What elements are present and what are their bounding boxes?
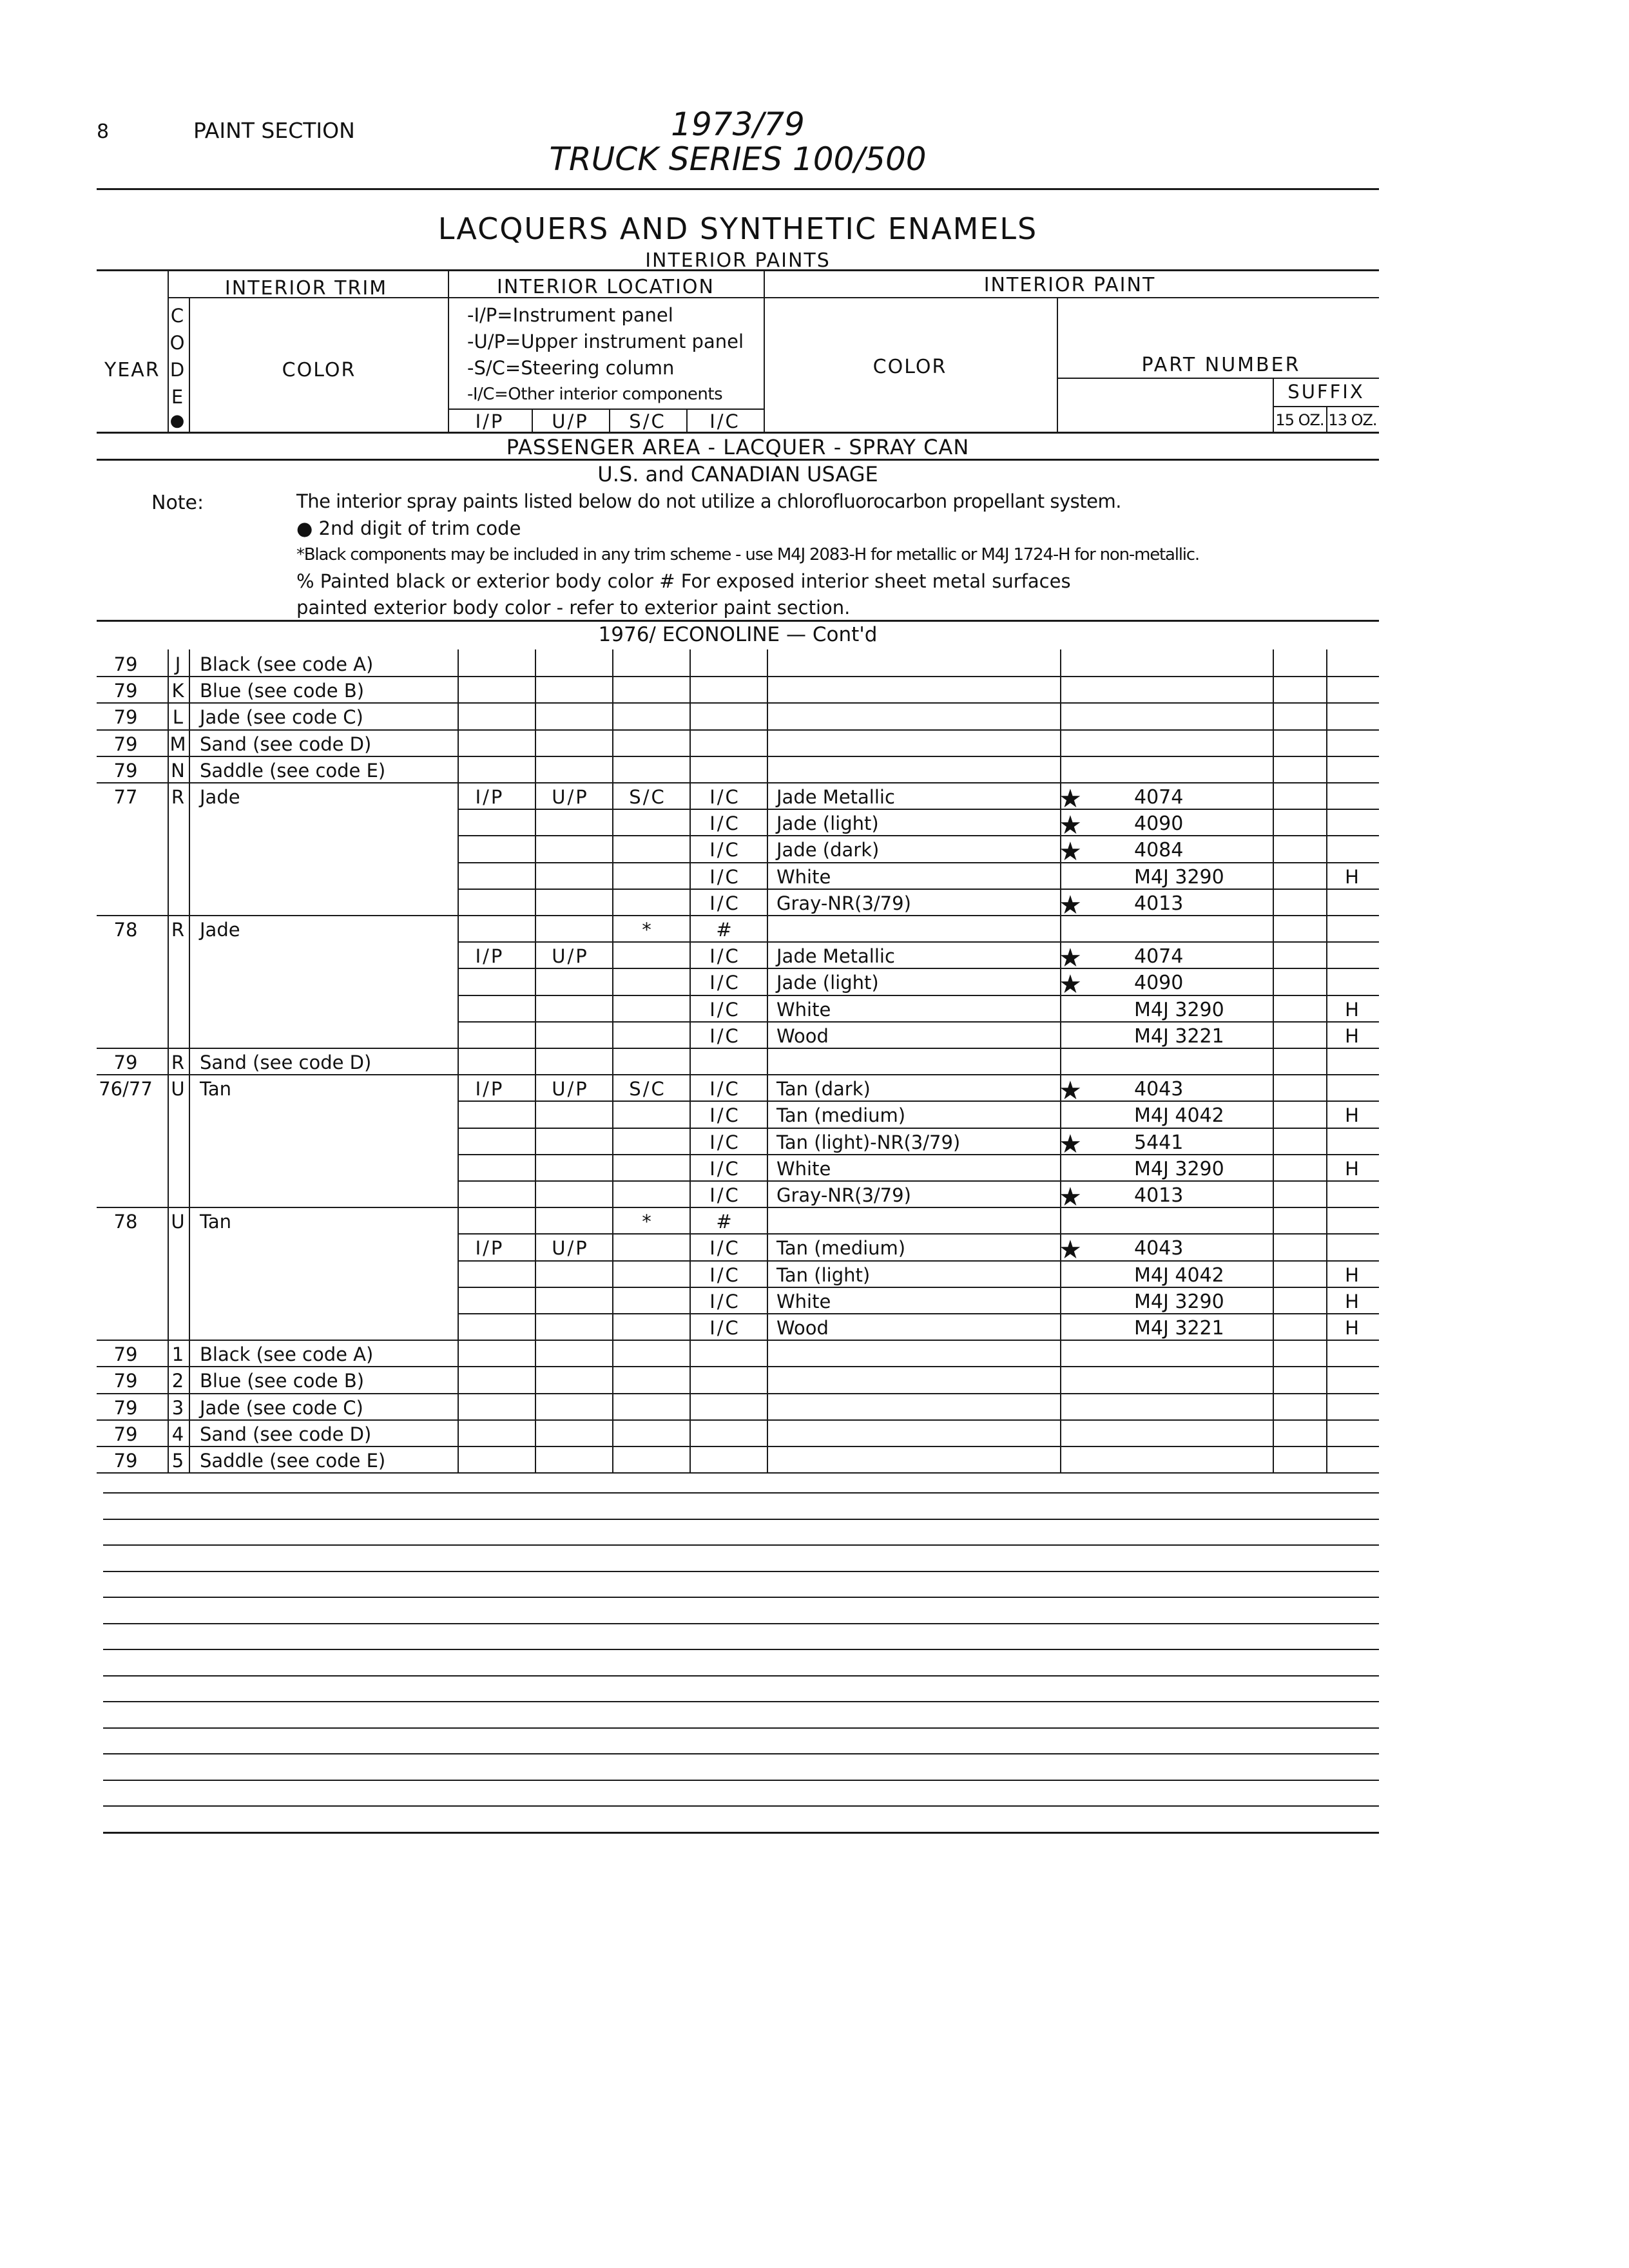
row-rule xyxy=(97,1393,1379,1394)
code-letter: E xyxy=(171,386,184,408)
star-icon: ★ xyxy=(1059,1129,1082,1159)
row-rule xyxy=(97,1340,1379,1341)
row-code: N xyxy=(171,759,185,782)
row-trim-color: Sand (see code D) xyxy=(200,1423,372,1445)
row-suffix-13oz: H xyxy=(1345,1157,1359,1180)
row-paint-color: Jade Metallic xyxy=(776,945,895,968)
location-legend-sc: -S/C=Steering column xyxy=(467,357,675,379)
blank-line xyxy=(103,1675,1379,1677)
code-letter: C xyxy=(170,305,184,327)
row-part-number: M4J 3290 xyxy=(1134,1157,1224,1180)
suffix-13oz: 13 OZ. xyxy=(1328,411,1377,429)
row-rule xyxy=(458,1260,1379,1262)
code-col-right-rule xyxy=(189,297,190,432)
row-location-up: U/P xyxy=(552,1078,589,1100)
note-line: ● 2nd digit of trim code xyxy=(296,517,521,539)
interior-location-heading: INTERIOR LOCATION xyxy=(497,276,715,298)
row-paint-color: White xyxy=(776,998,831,1021)
blank-line xyxy=(103,1649,1379,1650)
row-year: 79 xyxy=(113,653,138,675)
location-legend-ip: -I/P=Instrument panel xyxy=(467,304,673,326)
row-rule xyxy=(97,1207,1379,1208)
row-paint-color: Tan (light)-NR(3/79) xyxy=(776,1131,961,1153)
row-location-up: U/P xyxy=(552,1237,589,1260)
row-paint-color: Tan (medium) xyxy=(776,1104,906,1127)
row-part-number: 4043 xyxy=(1134,1078,1184,1101)
blank-line xyxy=(103,1623,1379,1624)
group-heading: 1976/ ECONOLINE — Cont'd xyxy=(598,623,878,646)
row-paint-color: Jade (light) xyxy=(776,812,879,835)
blank-line xyxy=(103,1780,1379,1781)
row-trim-color: Black (see code A) xyxy=(200,1343,374,1366)
row-rule xyxy=(97,1472,1379,1474)
suffix-mid-rule xyxy=(1326,406,1327,432)
row-part-number: 4090 xyxy=(1134,972,1184,995)
row-paint-color: Tan (dark) xyxy=(776,1078,871,1100)
row-rule xyxy=(97,1048,1379,1049)
row-suffix-13oz: H xyxy=(1345,1290,1359,1312)
table-column-rule xyxy=(458,649,459,1472)
table-column-rule xyxy=(689,649,691,1472)
table-column-rule xyxy=(612,649,613,1472)
header-sub-rule-right xyxy=(764,297,1379,298)
blank-line xyxy=(103,1544,1379,1546)
star-icon: ★ xyxy=(1059,837,1082,867)
blank-line xyxy=(103,1492,1379,1494)
row-part-number: 4013 xyxy=(1134,1184,1184,1207)
row-trim-color: Tan xyxy=(200,1078,232,1100)
row-trim-color: Jade xyxy=(200,786,240,808)
note-line: % Painted black or exterior body color # For exposed interior sheet metal surfaces xyxy=(296,570,1071,592)
year-heading: YEAR xyxy=(104,359,160,381)
row-paint-color: Tan (light) xyxy=(776,1264,871,1286)
blank-line xyxy=(103,1727,1379,1729)
row-suffix-13oz: H xyxy=(1345,865,1359,888)
row-trim-color: Sand (see code D) xyxy=(200,1052,372,1073)
row-paint-color: Jade (dark) xyxy=(776,839,880,861)
location-legend-ic: -I/C=Other interior components xyxy=(467,385,723,404)
header-rule xyxy=(97,188,1379,190)
star-icon: ★ xyxy=(1059,784,1082,814)
star-icon: ★ xyxy=(1059,1235,1082,1265)
area-banner-rule xyxy=(97,459,1379,461)
row-year: 78 xyxy=(113,1211,138,1233)
row-rule xyxy=(458,1313,1379,1314)
row-trim-color: Saddle (see code E) xyxy=(200,759,386,782)
row-rule xyxy=(458,1287,1379,1288)
star-icon: ★ xyxy=(1059,943,1082,974)
row-year: 77 xyxy=(113,786,138,808)
row-code: 5 xyxy=(171,1450,184,1472)
header-years: 1973/79 xyxy=(671,106,805,143)
row-paint-color: Wood xyxy=(776,1317,829,1339)
row-year: 79 xyxy=(113,1396,138,1419)
row-part-number: 4043 xyxy=(1134,1237,1184,1260)
row-rule xyxy=(97,756,1379,757)
row-rule xyxy=(97,1446,1379,1447)
row-year: 79 xyxy=(113,733,138,755)
row-paint-color: White xyxy=(776,865,831,888)
star-icon: ★ xyxy=(1059,1076,1082,1106)
note-line: *Black components may be included in any trim scheme - use M4J 2083-H for metallic or M4J 1724-H for non-metallic. xyxy=(296,545,1199,564)
row-rule xyxy=(458,1233,1379,1235)
page-subtitle: INTERIOR PAINTS xyxy=(645,249,831,272)
row-paint-color: Wood xyxy=(776,1024,829,1047)
row-location-ic: I/C xyxy=(709,1104,740,1127)
blank-line xyxy=(103,1597,1379,1598)
row-location-ip: I/P xyxy=(475,1078,505,1100)
row-location-ic: I/C xyxy=(709,786,740,808)
note-line: The interior spray paints listed below do not utilize a chlorofluorocarbon propellant system. xyxy=(296,490,1121,512)
row-location-up: U/P xyxy=(552,786,589,808)
row-code: U xyxy=(171,1211,185,1233)
row-location-ic: I/C xyxy=(709,998,740,1021)
paint-color-right-rule xyxy=(1057,297,1058,432)
row-rule xyxy=(458,889,1379,890)
row-rule xyxy=(97,1074,1379,1075)
row-rule xyxy=(458,995,1379,996)
blank-line xyxy=(103,1701,1379,1702)
row-location-ic: I/C xyxy=(709,839,740,861)
interior-trim-heading: INTERIOR TRIM xyxy=(224,277,388,300)
table-column-rule xyxy=(168,649,169,1472)
row-rule xyxy=(458,941,1379,943)
row-part-number: M4J 3290 xyxy=(1134,865,1224,889)
row-trim-color: Sand (see code D) xyxy=(200,733,372,755)
location-codes-rule xyxy=(448,408,764,410)
suffix-left-rule xyxy=(1273,378,1274,432)
row-rule xyxy=(458,809,1379,810)
row-code: 2 xyxy=(171,1370,184,1392)
note-label: Note: xyxy=(151,492,204,514)
row-rule xyxy=(97,782,1379,783)
row-rule xyxy=(458,1100,1379,1102)
row-location-ip: I/P xyxy=(475,945,505,968)
row-location-sc: * xyxy=(642,919,653,941)
row-rule xyxy=(458,1154,1379,1155)
table-column-rule xyxy=(1326,649,1327,1472)
row-code: R xyxy=(171,919,185,941)
usage-banner: U.S. and CANADIAN USAGE xyxy=(597,462,878,486)
row-location-ic: I/C xyxy=(709,1157,740,1180)
row-rule xyxy=(458,1021,1379,1023)
row-part-number: 4013 xyxy=(1134,892,1184,915)
code-col-left-rule xyxy=(168,271,169,432)
row-year: 79 xyxy=(113,680,138,702)
sc-col-rule xyxy=(609,408,610,432)
row-code: J xyxy=(175,653,181,675)
interior-paint-heading: INTERIOR PAINT xyxy=(983,274,1156,296)
row-location-ic: I/C xyxy=(709,1317,740,1339)
row-location-ic: I/C xyxy=(709,1290,740,1312)
row-suffix-13oz: H xyxy=(1345,1264,1359,1286)
code-letter: O xyxy=(169,332,185,354)
row-trim-color: Blue (see code B) xyxy=(200,1370,365,1392)
row-rule xyxy=(97,702,1379,704)
row-paint-color: Gray-NR(3/79) xyxy=(776,892,911,914)
row-paint-color: Jade Metallic xyxy=(776,786,895,808)
row-trim-color: Saddle (see code E) xyxy=(200,1450,386,1472)
row-year: 79 xyxy=(113,1423,138,1445)
row-suffix-13oz: H xyxy=(1345,1024,1359,1047)
row-location-ic: # xyxy=(716,919,734,941)
row-part-number: M4J 3290 xyxy=(1134,998,1224,1021)
star-icon: ★ xyxy=(1059,811,1082,841)
row-location-ic: I/C xyxy=(709,865,740,888)
row-location-ic: I/C xyxy=(709,1237,740,1260)
row-paint-color: Jade (light) xyxy=(776,972,879,994)
row-rule xyxy=(97,1419,1379,1421)
row-part-number: M4J 4042 xyxy=(1134,1104,1224,1128)
row-part-number: M4J 4042 xyxy=(1134,1264,1224,1287)
notes-bottom-rule xyxy=(97,620,1379,622)
location-code-ip: I/P xyxy=(475,410,505,432)
row-part-number: 4090 xyxy=(1134,812,1184,836)
row-rule xyxy=(97,676,1379,677)
row-rule xyxy=(458,835,1379,836)
location-legend-up: -U/P=Upper instrument panel xyxy=(467,331,744,352)
row-part-number: 4074 xyxy=(1134,786,1184,809)
part-number-heading: PART NUMBER xyxy=(1141,354,1301,376)
location-code-up: U/P xyxy=(552,410,589,432)
row-code: 3 xyxy=(171,1396,184,1419)
row-part-number: M4J 3290 xyxy=(1134,1290,1224,1313)
suffix-15oz: 15 OZ. xyxy=(1275,411,1324,429)
up-col-rule xyxy=(532,408,533,432)
row-rule xyxy=(97,729,1379,731)
row-location-ic: # xyxy=(716,1211,734,1233)
row-code: 4 xyxy=(171,1423,184,1445)
header-top-rule xyxy=(97,269,1379,271)
part-number-rule xyxy=(1057,378,1379,379)
row-trim-color: Black (see code A) xyxy=(200,653,374,675)
ic-col-rule xyxy=(686,408,688,432)
row-suffix-13oz: H xyxy=(1345,1317,1359,1339)
row-code: U xyxy=(171,1078,185,1100)
row-year: 79 xyxy=(113,706,138,729)
location-col-right-rule xyxy=(764,271,765,432)
row-trim-color: Tan xyxy=(200,1211,232,1233)
row-year: 79 xyxy=(113,1450,138,1472)
location-code-ic: I/C xyxy=(709,410,740,432)
row-part-number: 5441 xyxy=(1134,1131,1184,1154)
row-part-number: M4J 3221 xyxy=(1134,1317,1224,1340)
row-code: L xyxy=(172,706,184,729)
row-location-sc: S/C xyxy=(629,786,666,808)
star-icon: ★ xyxy=(1059,1182,1082,1212)
row-location-ic: I/C xyxy=(709,812,740,835)
paint-color-heading: COLOR xyxy=(872,356,947,378)
row-location-sc: * xyxy=(642,1211,653,1233)
row-paint-color: White xyxy=(776,1290,831,1312)
trim-col-right-rule xyxy=(448,271,449,432)
header-series: TRUCK SERIES 100/500 xyxy=(549,140,927,178)
row-location-sc: S/C xyxy=(629,1078,666,1100)
table-column-rule xyxy=(535,649,536,1472)
row-location-ic: I/C xyxy=(709,945,740,968)
row-trim-color: Jade (see code C) xyxy=(200,706,363,729)
row-suffix-13oz: H xyxy=(1345,998,1359,1021)
page-number: 8 xyxy=(97,120,110,143)
row-suffix-13oz: H xyxy=(1345,1104,1359,1127)
trim-color-heading: COLOR xyxy=(282,359,356,381)
suffix-heading: SUFFIX xyxy=(1287,381,1365,403)
location-code-sc: S/C xyxy=(629,410,666,432)
row-part-number: M4J 3221 xyxy=(1134,1024,1224,1048)
star-icon: ★ xyxy=(1059,890,1082,920)
note-line: painted exterior body color - refer to exterior paint section. xyxy=(296,597,851,619)
row-location-ic: I/C xyxy=(709,1184,740,1206)
row-rule xyxy=(458,862,1379,863)
row-location-ip: I/P xyxy=(475,1237,505,1260)
table-column-rule xyxy=(1060,649,1061,1472)
row-code: K xyxy=(171,680,184,702)
row-year: 79 xyxy=(113,1052,138,1073)
section-label: PAINT SECTION xyxy=(193,118,355,143)
blank-line xyxy=(103,1753,1379,1754)
page-title: LACQUERS AND SYNTHETIC ENAMELS xyxy=(438,211,1038,246)
blank-line xyxy=(103,1519,1379,1520)
row-location-ic: I/C xyxy=(709,1264,740,1286)
row-year: 79 xyxy=(113,1370,138,1392)
row-year: 78 xyxy=(113,919,138,941)
row-rule xyxy=(458,1128,1379,1129)
table-column-rule xyxy=(1273,649,1274,1472)
row-part-number: 4084 xyxy=(1134,839,1184,862)
table-column-rule xyxy=(767,649,768,1472)
row-location-ic: I/C xyxy=(709,972,740,994)
table-column-rule xyxy=(189,649,190,1472)
row-year: 79 xyxy=(113,1343,138,1366)
row-rule xyxy=(458,1180,1379,1182)
row-paint-color: Tan (medium) xyxy=(776,1237,906,1260)
row-code: 1 xyxy=(171,1343,184,1366)
row-code: M xyxy=(169,733,186,755)
row-location-ic: I/C xyxy=(709,1024,740,1047)
blank-line xyxy=(103,1832,1379,1834)
row-part-number: 4074 xyxy=(1134,945,1184,968)
row-rule xyxy=(97,915,1379,916)
row-code: R xyxy=(171,1052,185,1073)
row-trim-color: Blue (see code B) xyxy=(200,680,365,702)
row-rule xyxy=(97,1366,1379,1367)
row-paint-color: White xyxy=(776,1157,831,1180)
row-code: R xyxy=(171,786,185,808)
code-bullet: ● xyxy=(169,411,185,430)
row-location-ic: I/C xyxy=(709,1131,740,1153)
area-banner: PASSENGER AREA - LACQUER - SPRAY CAN xyxy=(506,435,970,459)
row-paint-color: Gray-NR(3/79) xyxy=(776,1184,911,1206)
row-trim-color: Jade xyxy=(200,919,240,941)
row-year: 76/77 xyxy=(99,1078,153,1100)
star-icon: ★ xyxy=(1059,970,1082,1000)
row-location-ic: I/C xyxy=(709,892,740,914)
row-year: 79 xyxy=(113,759,138,782)
row-trim-color: Jade (see code C) xyxy=(200,1396,363,1419)
code-letter: D xyxy=(169,359,185,381)
row-location-ic: I/C xyxy=(709,1078,740,1100)
row-location-up: U/P xyxy=(552,945,589,968)
blank-line xyxy=(103,1805,1379,1807)
blank-line xyxy=(103,1571,1379,1572)
row-rule xyxy=(458,968,1379,969)
row-location-ip: I/P xyxy=(475,786,505,808)
